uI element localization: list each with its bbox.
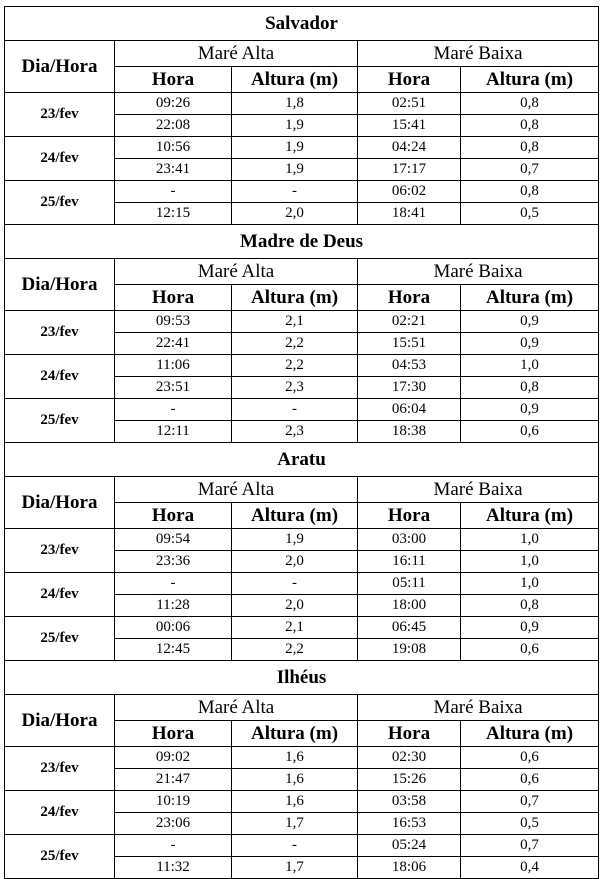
hora-alta-cell: - bbox=[115, 181, 232, 203]
table-row bbox=[5, 93, 599, 115]
hora-alta-cell: 23:06 bbox=[115, 813, 232, 835]
altura-baixa-cell: 1,0 bbox=[461, 573, 599, 595]
hora-alta-header: Hora bbox=[115, 503, 232, 529]
altura-baixa-cell: 0,7 bbox=[461, 159, 599, 181]
group-header-row bbox=[5, 41, 599, 67]
hora-alta-cell: 11:32 bbox=[115, 857, 232, 879]
date-cell: 25/fev bbox=[5, 835, 115, 879]
date-cell: 24/fev bbox=[5, 355, 115, 399]
tide-table-body bbox=[5, 7, 599, 879]
hora-baixa-cell: 04:24 bbox=[358, 137, 461, 159]
hora-alta-header: Hora bbox=[115, 285, 232, 311]
table-row bbox=[5, 399, 599, 421]
altura-baixa-cell: 0,8 bbox=[461, 93, 599, 115]
altura-alta-cell: 2,2 bbox=[232, 355, 358, 377]
mare-alta-header: Maré Alta bbox=[115, 41, 358, 67]
altura-baixa-cell: 0,6 bbox=[461, 639, 599, 661]
dia-hora-header: Dia/Hora bbox=[5, 477, 115, 529]
hora-alta-cell: 10:56 bbox=[115, 137, 232, 159]
altura-alta-cell: 1,7 bbox=[232, 813, 358, 835]
altura-baixa-cell: 0,7 bbox=[461, 791, 599, 813]
altura-alta-cell: 2,3 bbox=[232, 377, 358, 399]
mare-alta-header: Maré Alta bbox=[115, 259, 358, 285]
hora-alta-cell: 12:11 bbox=[115, 421, 232, 443]
hora-alta-cell: 00:06 bbox=[115, 617, 232, 639]
date-cell: 24/fev bbox=[5, 137, 115, 181]
altura-alta-cell: 2,1 bbox=[232, 311, 358, 333]
mare-baixa-header: Maré Baixa bbox=[358, 41, 599, 67]
date-cell: 24/fev bbox=[5, 573, 115, 617]
hora-alta-cell: 09:53 bbox=[115, 311, 232, 333]
hora-baixa-cell: 18:38 bbox=[358, 421, 461, 443]
hora-baixa-header: Hora bbox=[358, 67, 461, 93]
date-cell: 23/fev bbox=[5, 747, 115, 791]
altura-baixa-cell: 0,7 bbox=[461, 835, 599, 857]
altura-alta-header: Altura (m) bbox=[232, 285, 358, 311]
hora-baixa-cell: 03:58 bbox=[358, 791, 461, 813]
hora-baixa-cell: 18:41 bbox=[358, 203, 461, 225]
altura-baixa-cell: 0,8 bbox=[461, 137, 599, 159]
table-row bbox=[5, 747, 599, 769]
date-cell: 25/fev bbox=[5, 181, 115, 225]
altura-alta-cell: 2,2 bbox=[232, 333, 358, 355]
altura-alta-cell: 1,9 bbox=[232, 159, 358, 181]
altura-alta-cell: 1,9 bbox=[232, 137, 358, 159]
hora-baixa-cell: 15:26 bbox=[358, 769, 461, 791]
altura-baixa-header: Altura (m) bbox=[461, 721, 599, 747]
hora-baixa-cell: 04:53 bbox=[358, 355, 461, 377]
hora-alta-cell: 22:41 bbox=[115, 333, 232, 355]
altura-alta-cell: 2,1 bbox=[232, 617, 358, 639]
altura-alta-header: Altura (m) bbox=[232, 503, 358, 529]
station-title-row bbox=[5, 225, 599, 259]
hora-baixa-cell: 06:04 bbox=[358, 399, 461, 421]
hora-alta-header: Hora bbox=[115, 67, 232, 93]
altura-baixa-cell: 0,8 bbox=[461, 181, 599, 203]
hora-baixa-cell: 06:02 bbox=[358, 181, 461, 203]
dia-hora-header: Dia/Hora bbox=[5, 695, 115, 747]
hora-alta-cell: 09:02 bbox=[115, 747, 232, 769]
hora-alta-cell: - bbox=[115, 835, 232, 857]
altura-alta-cell: - bbox=[232, 835, 358, 857]
hora-alta-cell: 12:15 bbox=[115, 203, 232, 225]
tide-table bbox=[4, 6, 599, 879]
hora-baixa-cell: 05:24 bbox=[358, 835, 461, 857]
altura-alta-cell: - bbox=[232, 573, 358, 595]
station-name: Aratu bbox=[5, 443, 599, 477]
hora-alta-header: Hora bbox=[115, 721, 232, 747]
hora-baixa-cell: 19:08 bbox=[358, 639, 461, 661]
altura-alta-header: Altura (m) bbox=[232, 67, 358, 93]
altura-baixa-cell: 0,9 bbox=[461, 333, 599, 355]
altura-baixa-cell: 0,8 bbox=[461, 115, 599, 137]
station-title-row bbox=[5, 7, 599, 41]
altura-baixa-cell: 0,9 bbox=[461, 617, 599, 639]
mare-baixa-header: Maré Baixa bbox=[358, 259, 599, 285]
group-header-row bbox=[5, 695, 599, 721]
mare-alta-header: Maré Alta bbox=[115, 695, 358, 721]
station-name: Salvador bbox=[5, 7, 599, 41]
mare-baixa-header: Maré Baixa bbox=[358, 695, 599, 721]
hora-baixa-header: Hora bbox=[358, 721, 461, 747]
altura-alta-cell: 2,0 bbox=[232, 595, 358, 617]
altura-alta-cell: 1,6 bbox=[232, 769, 358, 791]
date-cell: 23/fev bbox=[5, 311, 115, 355]
hora-baixa-cell: 06:45 bbox=[358, 617, 461, 639]
dia-hora-header: Dia/Hora bbox=[5, 41, 115, 93]
table-row bbox=[5, 835, 599, 857]
hora-alta-cell: 23:41 bbox=[115, 159, 232, 181]
dia-hora-header: Dia/Hora bbox=[5, 259, 115, 311]
altura-alta-cell: - bbox=[232, 181, 358, 203]
altura-alta-cell: 1,9 bbox=[232, 529, 358, 551]
table-row bbox=[5, 529, 599, 551]
table-row bbox=[5, 355, 599, 377]
date-cell: 23/fev bbox=[5, 529, 115, 573]
hora-baixa-cell: 17:30 bbox=[358, 377, 461, 399]
altura-alta-cell: 2,0 bbox=[232, 551, 358, 573]
table-row bbox=[5, 181, 599, 203]
altura-alta-cell: 2,0 bbox=[232, 203, 358, 225]
altura-alta-cell: 2,3 bbox=[232, 421, 358, 443]
altura-baixa-cell: 0,8 bbox=[461, 377, 599, 399]
hora-alta-cell: 09:26 bbox=[115, 93, 232, 115]
hora-baixa-cell: 15:51 bbox=[358, 333, 461, 355]
hora-baixa-cell: 02:51 bbox=[358, 93, 461, 115]
table-row bbox=[5, 573, 599, 595]
altura-alta-header: Altura (m) bbox=[232, 721, 358, 747]
station-name: Madre de Deus bbox=[5, 225, 599, 259]
altura-baixa-cell: 1,0 bbox=[461, 355, 599, 377]
altura-baixa-cell: 1,0 bbox=[461, 551, 599, 573]
group-header-row bbox=[5, 259, 599, 285]
hora-baixa-cell: 17:17 bbox=[358, 159, 461, 181]
station-title-row bbox=[5, 443, 599, 477]
hora-baixa-cell: 16:53 bbox=[358, 813, 461, 835]
table-row bbox=[5, 617, 599, 639]
hora-alta-cell: 23:36 bbox=[115, 551, 232, 573]
altura-baixa-cell: 0,5 bbox=[461, 813, 599, 835]
altura-baixa-header: Altura (m) bbox=[461, 67, 599, 93]
table-row bbox=[5, 137, 599, 159]
altura-alta-cell: 1,6 bbox=[232, 791, 358, 813]
altura-baixa-cell: 0,5 bbox=[461, 203, 599, 225]
hora-baixa-cell: 03:00 bbox=[358, 529, 461, 551]
hora-baixa-header: Hora bbox=[358, 503, 461, 529]
hora-baixa-header: Hora bbox=[358, 285, 461, 311]
altura-baixa-header: Altura (m) bbox=[461, 285, 599, 311]
altura-baixa-header: Altura (m) bbox=[461, 503, 599, 529]
hora-alta-cell: 11:28 bbox=[115, 595, 232, 617]
altura-alta-cell: 1,8 bbox=[232, 93, 358, 115]
hora-baixa-cell: 05:11 bbox=[358, 573, 461, 595]
hora-alta-cell: 09:54 bbox=[115, 529, 232, 551]
mare-alta-header: Maré Alta bbox=[115, 477, 358, 503]
altura-alta-cell: 1,9 bbox=[232, 115, 358, 137]
hora-baixa-cell: 15:41 bbox=[358, 115, 461, 137]
date-cell: 25/fev bbox=[5, 399, 115, 443]
hora-alta-cell: 22:08 bbox=[115, 115, 232, 137]
date-cell: 23/fev bbox=[5, 93, 115, 137]
station-title-row bbox=[5, 661, 599, 695]
table-row bbox=[5, 311, 599, 333]
hora-alta-cell: 12:45 bbox=[115, 639, 232, 661]
station-name: Ilhéus bbox=[5, 661, 599, 695]
hora-baixa-cell: 16:11 bbox=[358, 551, 461, 573]
altura-baixa-cell: 1,0 bbox=[461, 529, 599, 551]
hora-alta-cell: 21:47 bbox=[115, 769, 232, 791]
group-header-row bbox=[5, 477, 599, 503]
altura-baixa-cell: 0,9 bbox=[461, 311, 599, 333]
hora-alta-cell: - bbox=[115, 573, 232, 595]
date-cell: 25/fev bbox=[5, 617, 115, 661]
hora-alta-cell: 11:06 bbox=[115, 355, 232, 377]
hora-alta-cell: - bbox=[115, 399, 232, 421]
altura-alta-cell: 2,2 bbox=[232, 639, 358, 661]
altura-alta-cell: - bbox=[232, 399, 358, 421]
hora-baixa-cell: 02:30 bbox=[358, 747, 461, 769]
date-cell: 24/fev bbox=[5, 791, 115, 835]
altura-alta-cell: 1,7 bbox=[232, 857, 358, 879]
altura-baixa-cell: 0,9 bbox=[461, 399, 599, 421]
altura-baixa-cell: 0,6 bbox=[461, 769, 599, 791]
altura-baixa-cell: 0,6 bbox=[461, 747, 599, 769]
altura-alta-cell: 1,6 bbox=[232, 747, 358, 769]
altura-baixa-cell: 0,6 bbox=[461, 421, 599, 443]
altura-baixa-cell: 0,4 bbox=[461, 857, 599, 879]
table-row bbox=[5, 791, 599, 813]
mare-baixa-header: Maré Baixa bbox=[358, 477, 599, 503]
hora-baixa-cell: 18:06 bbox=[358, 857, 461, 879]
hora-alta-cell: 23:51 bbox=[115, 377, 232, 399]
hora-alta-cell: 10:19 bbox=[115, 791, 232, 813]
altura-baixa-cell: 0,8 bbox=[461, 595, 599, 617]
hora-baixa-cell: 18:00 bbox=[358, 595, 461, 617]
hora-baixa-cell: 02:21 bbox=[358, 311, 461, 333]
